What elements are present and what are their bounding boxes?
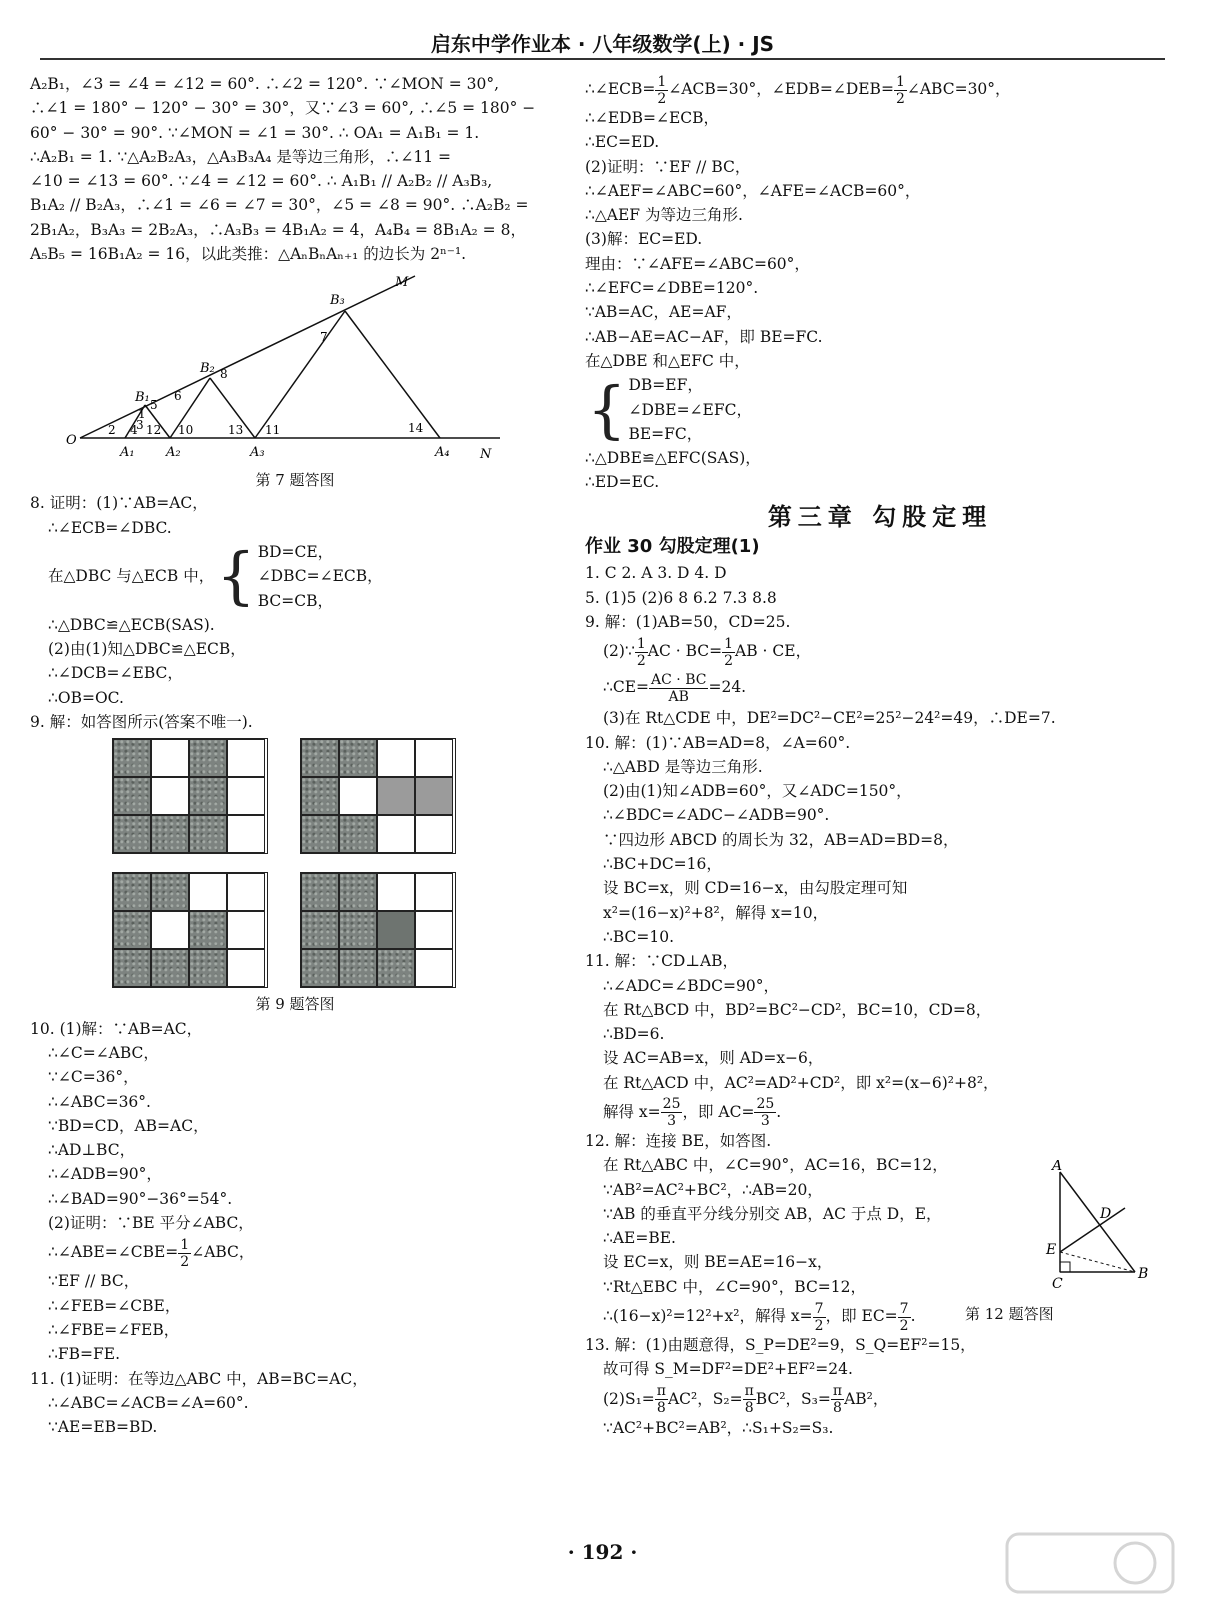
grid-cell [301,739,339,777]
q12-line: 12. 解：连接 BE，如答图. [585,1131,772,1150]
grid-cell [339,777,377,815]
p10-line: ∴∠FEB=∠CBE， [48,1296,181,1315]
chapter-title: 第三章 勾股定理 [767,502,993,531]
text: AC · BC= [647,642,723,661]
grid-cell [339,949,377,987]
text: ∴CE= [603,678,650,697]
q10-line: ∵四边形 ABCD 的周长为 32，AB=AD=BD=8， [603,830,959,849]
text: AB · CE， [735,642,812,661]
text: BC²，S₃= [755,1389,831,1408]
fraction [635,636,648,669]
q12-line: 在 Rt△ABC 中，∠C=90°，AC=16，BC=12， [603,1156,948,1175]
grid-cell [377,949,415,987]
fig7-label: A₁ [120,445,135,461]
answer-line: 1. C 2. A 3. D 4. D [585,564,727,583]
answer-line: 5. (1)5 (2)6 8 6.2 7.3 8.8 [585,588,777,607]
figure-12-caption: 第 12 题答图 [965,1305,1054,1323]
grid-cell [189,873,227,911]
text: ∴∠ECB= [585,80,656,98]
fig7-angle: 13 [228,423,244,438]
numerator: AC · BC [651,671,707,688]
q12-line: ∴AE=BE. [603,1229,676,1248]
left-column [30,72,560,1439]
p7-line: 2B₁A₂，B₃A₃ = 2B₂A₃，∴A₃B₃ = 4B₁A₂ = 4，A₄B₄ = 8B₁A₂ = 8， [30,220,526,239]
q13c-line: ∵AC²+BC²=AB²，∴S₁+S₂=S₃. [603,1418,834,1437]
watermark-logo-icon [1005,1530,1175,1596]
r2-line: ∴∠EFC=∠DBE=120°. [585,279,759,298]
fig12-label: C [1052,1276,1063,1292]
grid-cell [415,739,453,777]
p7-line: ∴A₂B₁ = 1. ∵△A₂B₂A₃，△A₃B₃A₄ 是等边三角形，∴∠11 = [30,147,452,166]
p10-line: ∵BD=CD，AB=AC， [48,1116,209,1135]
p8-line: 8. 证明：(1)∵AB=AC， [30,494,208,513]
p8-brace-line: BD=CE， [257,542,334,561]
fig7-angle: 12 [146,423,162,438]
denominator: 2 [180,1253,190,1270]
grid-cell [189,815,227,853]
grid-cell [301,815,339,853]
fraction [743,1383,756,1416]
shading-grid [300,872,456,988]
grid-cell [227,739,265,777]
shading-grid [112,738,268,854]
q10-line: (2)由(1)知∠ADB=60°，又∠ADC=150°， [603,782,912,801]
numerator: 1 [657,73,667,90]
p9-line: 9. 解：如答图所示(答案不唯一). [30,713,253,732]
denominator: 2 [636,652,646,669]
denominator: AB [668,688,689,705]
q13b-frac-line [585,1382,1175,1416]
text: (2)∵ [603,642,635,661]
q12b-frac-line [585,1299,1175,1333]
denominator: 2 [657,90,667,107]
p10-line: ∴∠ABC=36°. [48,1092,151,1111]
r2-line: ∴EC=ED. [585,133,660,152]
p7-line: ∴∠1 = 180° − 120° − 30° = 30°，又∵∠3 = 60°, ∴∠5 = 180° − [30,99,536,118]
p7-line: B₁A₂ // B₂A₃，∴∠1 = ∠6 = ∠7 = 30°，∠5 = ∠8 = 90°. ∴A₂B₂ = [30,196,529,215]
grid-cell [415,911,453,949]
numerator: 1 [636,635,646,652]
r-brace-block [585,373,1175,446]
grid-cell [113,949,151,987]
fig7-label: A₃ [250,445,265,461]
q10-line: ∴BC=10. [603,927,675,946]
q10-line: ∴BC+DC=16， [603,855,722,874]
p8-line: ∴△DBC≌△ECB(SAS). [48,615,215,634]
grid-cell [377,873,415,911]
p7-line: A₅B₅ = 16B₁A₂ = 16，以此类推：△AₙBₙAₙ₊₁ 的边长为 2ⁿ⁻¹. [30,245,467,264]
grid-cell [301,873,339,911]
denominator: 8 [656,1400,666,1417]
numerator: π [832,1383,843,1400]
figure-9-caption: 第 9 题答图 [255,995,335,1014]
fig7-label: N [480,447,492,463]
q13-line: 故可得 S_M=DF²=DE²+EF²=24. [603,1360,853,1379]
numerator: π [744,1383,754,1400]
grid-cell [151,777,189,815]
grid-cell [151,911,189,949]
fraction [649,672,708,705]
r-brace-line: ∠DBE=∠EFC， [628,400,752,419]
brace-symbol: { [216,539,256,613]
q12-line: ∵AB²=AC²+BC²，∴AB=20， [603,1180,823,1199]
text: ∠ABC， [191,1243,255,1262]
fig7-angle: 6 [174,389,182,404]
q11b-frac-line [585,1095,1175,1129]
text: . [776,1102,782,1121]
fig7-angle: 7 [320,330,328,345]
fig7-label: O [66,433,77,449]
p10-line: ∴FB=FE. [48,1345,120,1364]
text: . [910,1307,916,1326]
q10-line: ∴△ABD 是等边三角形. [603,757,763,776]
fig7-angle: 5 [150,398,158,413]
fraction [831,1383,844,1416]
shading-grid [112,872,268,988]
p10-line: ∵∠C=36°， [48,1068,139,1087]
text: AB²， [844,1389,889,1408]
r-brace-line: DB=EF， [628,376,703,395]
r2-line: ∴∠AEF=∠ABC=60°，∠AFE=∠ACB=60°， [585,181,921,200]
q12-line: ∵Rt△EBC 中，∠C=90°，BC=12， [603,1277,867,1296]
grid-cell [339,911,377,949]
q13-line: 13. 解：(1)由题意得，S_P=DE²=9，S_Q=EF²=15， [585,1336,976,1355]
grid-cell [339,815,377,853]
p10-line: ∵EF // BC， [48,1272,140,1291]
p8-line: ∴∠ECB=∠DBC. [48,518,172,537]
fig7-label: B₁ [135,390,150,406]
denominator: 2 [814,1317,824,1334]
grid-cell [415,815,453,853]
r2-line: ∴△AEF 为等边三角形. [585,206,743,225]
q12-line: ∵AB 的垂直平分线分别交 AB，AC 于点 D，E， [603,1204,942,1223]
q10-line: ∴∠BDC=∠ADC−∠ADB=90°. [603,806,830,825]
grid-cell [415,949,453,987]
r1-frac-line [585,72,1175,106]
r3-line: ∴ED=EC. [585,473,660,492]
fig12-label: A [1052,1160,1063,1174]
grid-cell [227,815,265,853]
text: ∴(16−x)²=12²+x²，解得 x= [603,1307,813,1326]
fraction [661,1096,683,1129]
p7-line: 60° − 30° = 90°. ∵∠MON = ∠1 = 30°. ∴ OA₁ = A₁B₁ = 1. [30,123,480,142]
p8-brace-pre: 在△DBC 与△ECB 中， [48,567,215,586]
numerator: 7 [814,1300,824,1317]
fraction [898,1301,911,1334]
grid-cell [301,911,339,949]
grid-cell [227,777,265,815]
denominator: 2 [895,90,905,107]
figure-12-svg [1040,1160,1160,1300]
fig7-angle: 2 [108,423,116,438]
grid-cell [377,911,415,949]
numerator: 25 [756,1096,775,1113]
header-title: 启东中学作业本 · 八年级数学(上) · JS [430,32,775,56]
fig7-angle: 11 [265,423,281,438]
q9c-frac-line [585,668,1175,706]
brace-symbol: { [587,372,627,446]
grid-cell [227,949,265,987]
r2-line: ∴AB−AE=AC−AF，即 BE=FC. [585,327,823,346]
q11-line: ∴BD=6. [603,1025,665,1044]
q10-line: 10. 解：(1)∵AB=AD=8，∠A=60°. [585,733,851,752]
grid-cell [377,739,415,777]
q11-line: 在 Rt△ACD 中，AC²=AD²+CD²，即 x²=(x−6)²+8²， [603,1073,999,1092]
p7-line: A₂B₁，∠3 = ∠4 = ∠12 = 60°. ∴∠2 = 120°. ∵∠MON = 30°, [30,75,500,93]
fig7-label: B₂ [200,361,215,377]
grid-cell [113,873,151,911]
grid-cell [339,739,377,777]
numerator: 1 [895,73,905,90]
fig12-label: E [1046,1242,1057,1258]
p8-brace-block [30,540,560,613]
grid-cell [301,949,339,987]
r2-line: 在△DBE 和△EFC 中， [585,351,750,370]
grid-cell [151,949,189,987]
page-header [40,28,1165,60]
q10-line: 设 BC=x，则 CD=16−x，由勾股定理可知 [603,879,908,898]
r2-line: ∴∠EDB=∠ECB， [585,109,720,127]
numerator: π [656,1383,666,1400]
grid-cell [113,739,151,777]
r2-line: (2)证明：∵EF // BC， [585,157,751,176]
text: ∠ABC=30°， [906,80,1011,98]
grid-cell [113,911,151,949]
p10-frac-line [30,1235,560,1269]
numerator: 1 [180,1236,190,1253]
denominator: 2 [899,1317,909,1334]
fig7-angle: 14 [408,421,424,436]
text: ，即 AC= [682,1102,755,1121]
text: AC²，S₂= [667,1389,743,1408]
grid-cell [151,739,189,777]
r3-line: ∴△DBE≌△EFC(SAS)， [585,449,761,468]
denominator: 3 [667,1113,677,1130]
q9d-line: (3)在 Rt△CDE 中，DE²=DC²−CE²=25²−24²=49，∴DE=7. [603,709,1056,728]
fraction [178,1237,191,1270]
p8-line: ∴∠DCB=∠EBC， [48,664,183,683]
q11-line: 在 Rt△BCD 中，BD²=BC²−CD²，BC=10，CD=8， [603,1000,992,1019]
r2-line: ∵AB=AC，AE=AF， [585,303,742,322]
fraction [894,74,907,107]
fraction [754,1096,776,1129]
denominator: 3 [760,1113,770,1130]
q10-line: x²=(16−x)²+8²，解得 x=10， [603,903,829,922]
fig7-angle: 8 [220,367,228,382]
fraction [655,1383,668,1416]
fig7-angle: 3 [136,418,144,433]
grid-cell [339,873,377,911]
text: ∴∠ABE=∠CBE= [48,1243,179,1262]
q12-line: 设 EC=x，则 BE=AE=16−x， [603,1253,833,1272]
p10-line: ∴∠ADB=90°， [48,1165,162,1184]
grid-cell [189,739,227,777]
fraction [813,1301,826,1334]
grid-cell [151,873,189,911]
p10-line: ∴∠C=∠ABC， [48,1043,159,1062]
q11-line: 设 AC=AB=x，则 AD=x−6， [603,1049,824,1068]
numerator: 1 [724,635,734,652]
shading-grid [300,738,456,854]
text: ∠ACB=30°，∠EDB=∠DEB= [668,80,894,98]
denominator: 2 [724,652,734,669]
p7-line: ∠10 = ∠13 = 60°. ∵∠4 = ∠12 = 60°. ∴ A₁B₁ // A₂B₂ // A₃B₃, [30,172,493,191]
figure-7-caption: 第 7 题答图 [255,471,335,490]
fig7-angle: 4 [130,423,138,438]
q11-line: 11. 解：∵CD⊥AB， [585,952,739,971]
denominator: 8 [744,1400,754,1417]
denominator: 8 [833,1400,842,1417]
fig7-label: A₂ [166,445,181,461]
p8-brace-line: BC=CB， [257,591,333,610]
fig12-label: B [1138,1266,1149,1282]
numerator: 25 [662,1096,681,1113]
text: =24. [708,678,747,697]
q9b-frac-line [585,634,1175,668]
fig7-label: A₄ [435,445,450,461]
p8-line: (2)由(1)知△DBC≌△ECB， [48,640,246,659]
answer-line: 9. 解：(1)AB=50，CD=25. [585,612,791,631]
q11-line: ∴∠ADC=∠BDC=90°， [603,976,779,995]
grid-cell [189,911,227,949]
grid-cell [151,815,189,853]
fig7-angle: 10 [178,423,194,438]
figure-7 [30,266,560,491]
fig7-angle: 1 [138,407,146,422]
grid-cell [189,777,227,815]
grid-cell [227,911,265,949]
grid-cell [377,815,415,853]
grid-cell [415,777,453,815]
fig7-label: M [395,275,409,291]
numerator: 7 [899,1300,909,1317]
grid-cell [377,777,415,815]
p10-line: ∴AD⊥BC， [48,1141,136,1160]
p8-brace-line: ∠DBC=∠ECB， [257,567,383,586]
grid-cell [227,873,265,911]
page-number: · 192 · [567,1540,638,1564]
p10-line: ∴∠BAD=90°−36°=54°. [48,1189,233,1208]
text: (2)S₁= [603,1389,655,1408]
fig7-label: B₃ [330,293,345,309]
p10-line: ∴∠FBE=∠FEB， [48,1320,180,1339]
fig12-label: D [1100,1206,1112,1222]
grid-cell [113,777,151,815]
text: 解得 x= [603,1102,661,1121]
figure-9-grids [112,738,560,988]
grid-cell [301,777,339,815]
p8-line: ∴OB=OC. [48,688,124,707]
r2-line: (3)解：EC=ED. [585,230,703,249]
figure-7-svg [60,266,540,491]
p11-line: ∵AE=EB=BD. [48,1418,158,1437]
figure-12 [1040,1160,1160,1304]
grid-cell [113,815,151,853]
p10-line: (2)证明：∵BE 平分∠ABC， [48,1214,254,1233]
fraction [722,636,735,669]
r2-line: 理由：∵∠AFE=∠ABC=60°， [585,254,810,273]
grid-cell [415,873,453,911]
r-brace-line: BE=FC， [628,424,703,443]
p10-line: 10. (1)解：∵AB=AC， [30,1019,203,1038]
grid-cell [189,949,227,987]
text: ，即 EC= [825,1307,898,1326]
fraction [655,74,668,107]
p11-line: 11. (1)证明：在等边△ABC 中，AB=BC=AC， [30,1369,368,1388]
section-title: 作业 30 勾股定理(1) [585,536,760,558]
p11-line: ∴∠ABC=∠ACB=∠A=60°. [48,1393,249,1412]
